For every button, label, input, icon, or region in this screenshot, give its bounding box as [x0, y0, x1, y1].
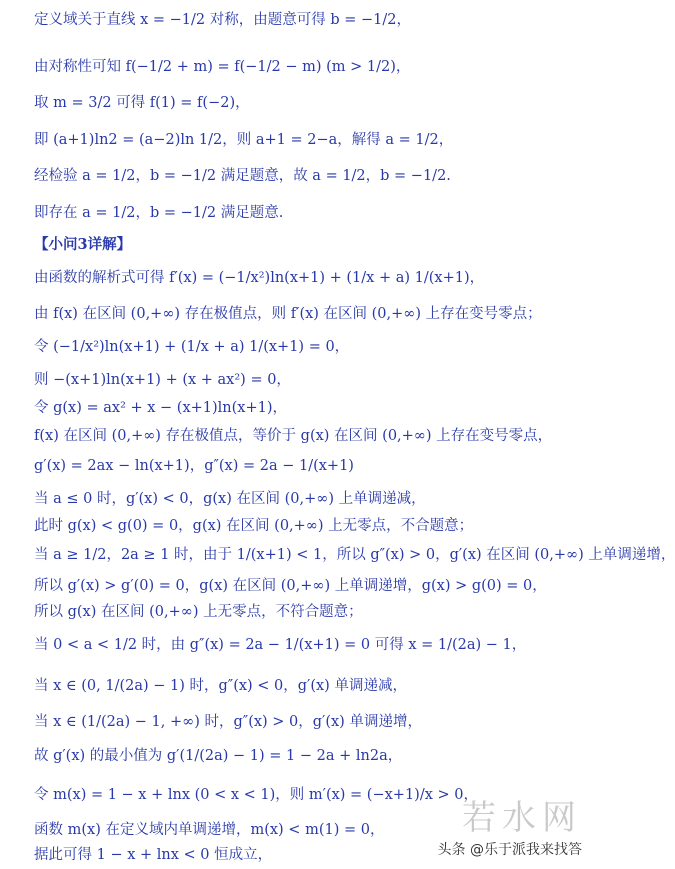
text-line: 取 m = 3/2 可得 f(1) = f(−2)， [34, 95, 250, 111]
text-line: f(x) 在区间 (0,+∞) 存在极值点，等价于 g(x) 在区间 (0,+∞) 上存在变号零点， [34, 428, 553, 444]
text-line: 当 a ≥ 1/2，2a ≥ 1 时，由于 1/(x+1) < 1，所以 g″(x) > 0，g′(x) 在区间 (0,+∞) 上单调递增， [34, 547, 675, 563]
text-line: 据此可得 1 − x + lnx < 0 恒成立， [34, 847, 273, 863]
text-line: 此时 g(x) < g(0) = 0，g(x) 在区间 (0,+∞) 上无零点，不合题意； [34, 518, 474, 534]
text-line: 经检验 a = 1/2，b = −1/2 满足题意，故 a = 1/2，b = −1/2. [34, 168, 451, 184]
text-line: 则 −(x+1)ln(x+1) + (x + ax²) = 0， [34, 372, 291, 388]
text-line: 由函数的解析式可得 f′(x) = (−1/x²)ln(x+1) + (1/x + a) 1/(x+1)， [34, 270, 485, 286]
text-line: 令 g(x) = ax² + x − (x+1)ln(x+1)， [34, 400, 288, 416]
text-line: 由对称性可知 f(−1/2 + m) = f(−1/2 − m) (m > 1/2)， [34, 59, 411, 75]
text-line: 当 x ∈ (1/(2a) − 1, +∞) 时，g″(x) > 0，g′(x) 单调递增， [34, 714, 422, 730]
text-line: 函数 m(x) 在定义域内单调递增，m(x) < m(1) = 0， [34, 822, 385, 838]
text-line: 当 x ∈ (0, 1/(2a) − 1) 时，g″(x) < 0，g′(x) 单调递减， [34, 678, 407, 694]
text-line: 当 0 < a < 1/2 时，由 g″(x) = 2a − 1/(x+1) = 0 可得 x = 1/(2a) − 1， [34, 637, 527, 653]
text-line: 令 m(x) = 1 − x + lnx (0 < x < 1)，则 m′(x) = (−x+1)/x > 0， [34, 787, 478, 803]
watermark-brand: 若水网 [462, 798, 582, 838]
text-line: 令 (−1/x²)ln(x+1) + (1/x + a) 1/(x+1) = 0， [34, 339, 350, 355]
text-line: 即 (a+1)ln2 = (a−2)ln 1/2，则 a+1 = 2−a，解得 a = 1/2， [34, 132, 454, 148]
text-line: 由 f(x) 在区间 (0,+∞) 存在极值点，则 f′(x) 在区间 (0,+∞) 上存在变号零点； [34, 306, 542, 322]
text-line: 当 a ≤ 0 时，g′(x) < 0，g(x) 在区间 (0,+∞) 上单调递减， [34, 491, 426, 507]
watermark [438, 790, 582, 859]
section-header: 【小问3详解】 [34, 236, 132, 253]
text-line: 所以 g(x) 在区间 (0,+∞) 上无零点，不符合题意； [34, 604, 363, 620]
text-line: g′(x) = 2ax − ln(x+1)，g″(x) = 2a − 1/(x+1) [34, 458, 354, 474]
text-line: 即存在 a = 1/2，b = −1/2 满足题意. [34, 205, 284, 221]
text-line: 故 g′(x) 的最小值为 g′(1/(2a) − 1) = 1 − 2a + ln2a， [34, 748, 403, 764]
text-line: 定义域关于直线 x = −1/2 对称，由题意可得 b = −1/2， [34, 12, 411, 28]
text-line: 所以 g′(x) > g′(0) = 0，g(x) 在区间 (0,+∞) 上单调递增，g(x) > g(0) = 0， [34, 578, 547, 594]
watermark-author: 头条 @乐于派我来找答 [438, 839, 582, 859]
